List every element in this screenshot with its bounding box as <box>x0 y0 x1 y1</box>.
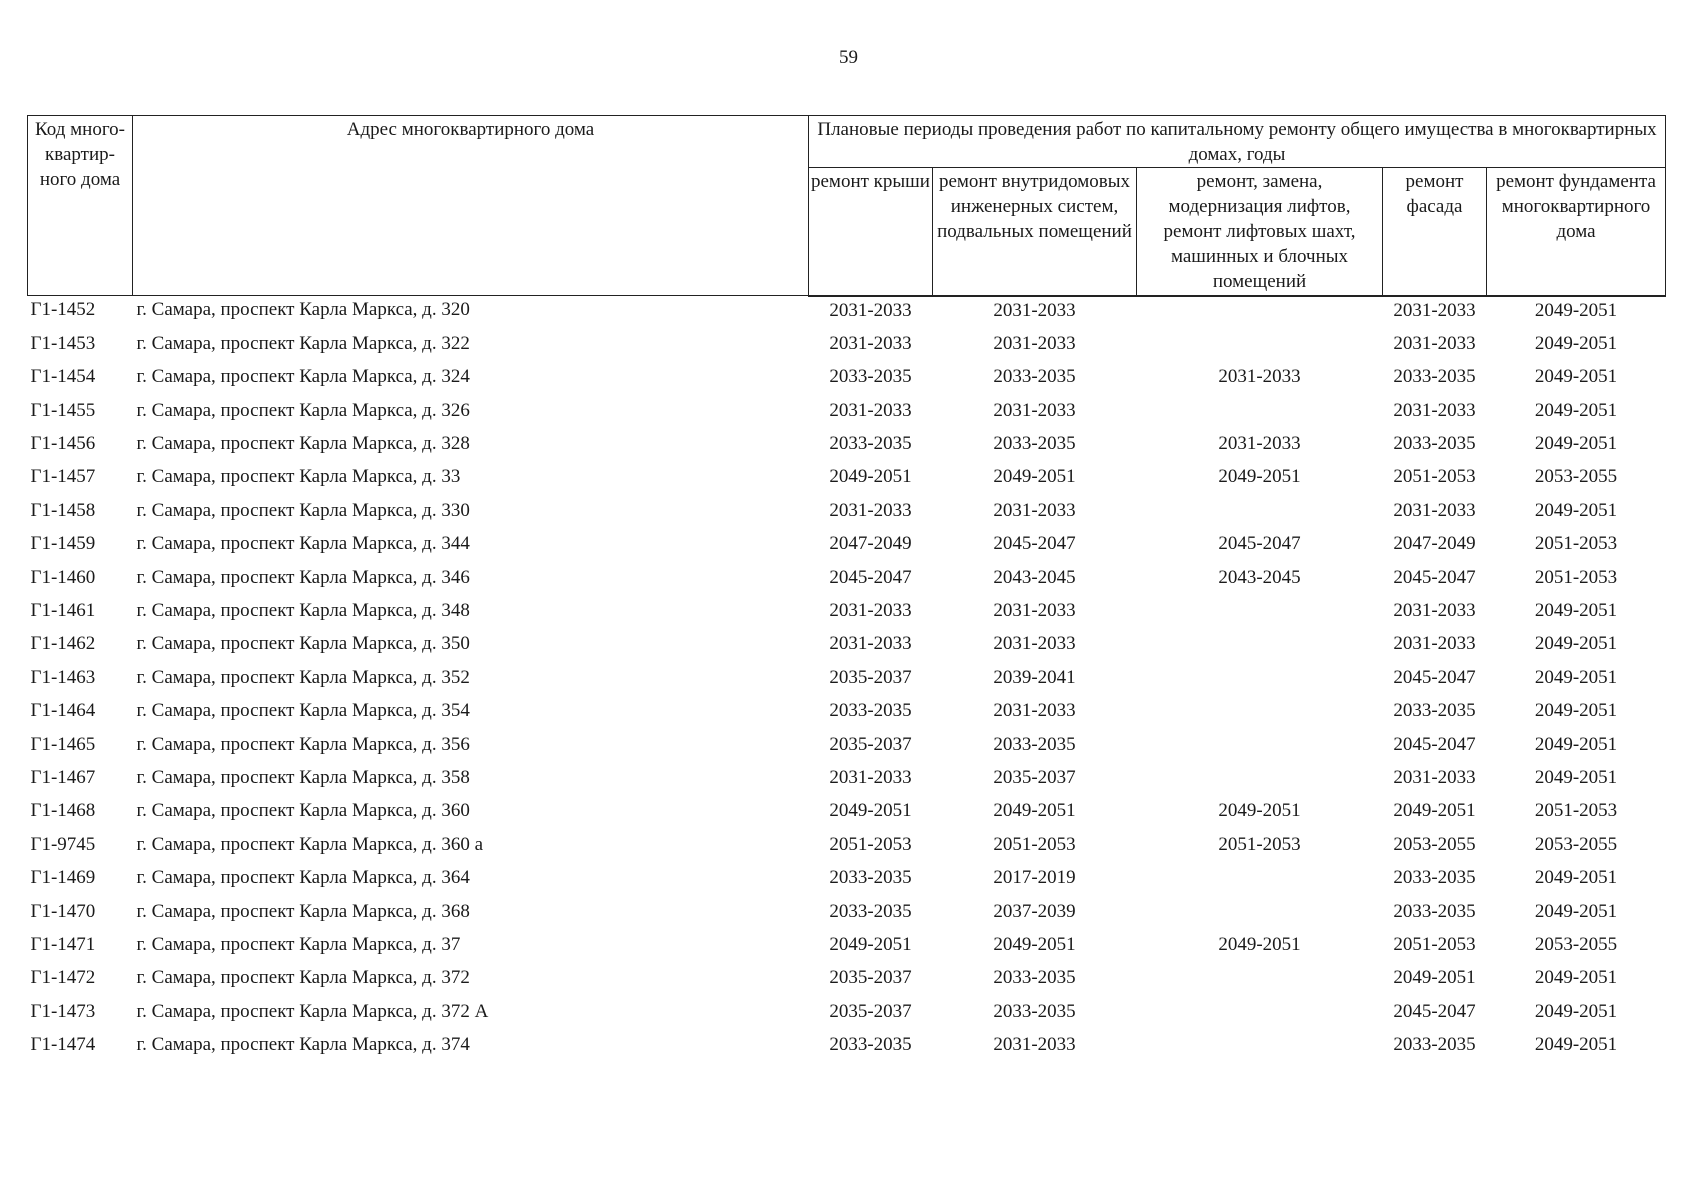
cell-address: г. Самара, проспект Карла Маркса, д. 374 <box>136 1034 470 1056</box>
cell-engineering: 2033-2035 <box>993 733 1076 755</box>
cell-roof: 2033-2035 <box>829 900 912 922</box>
cell-address: г. Самара, проспект Карла Маркса, д. 33 <box>136 466 461 488</box>
cell-address: г. Самара, проспект Карла Маркса, д. 372 <box>136 967 470 989</box>
cell-facade: 2031-2033 <box>1393 633 1476 655</box>
cell-code: Г1-1470 <box>30 900 96 922</box>
cell-engineering: 2039-2041 <box>993 666 1076 688</box>
cell-lifts <box>1137 296 1383 331</box>
cell-roof: 2049-2051 <box>829 800 912 822</box>
cell-facade: 2033-2035 <box>1393 867 1476 889</box>
cell-foundation: 2049-2051 <box>1534 666 1618 688</box>
cell-lifts: 2049-2051 <box>1218 800 1301 822</box>
cell-roof: 2051-2053 <box>829 833 912 855</box>
cell-foundation: 2049-2051 <box>1534 332 1618 354</box>
cell-roof: 2035-2037 <box>829 1000 912 1022</box>
table-row <box>28 832 1666 865</box>
cell-engineering: 2031-2033 <box>993 1034 1076 1056</box>
cell-facade: 2051-2053 <box>1393 466 1476 488</box>
table-row <box>28 765 1666 798</box>
cell-code: Г1-1460 <box>30 566 96 588</box>
cell-lifts <box>1137 631 1383 664</box>
table-row <box>28 531 1666 564</box>
cell-facade: 2033-2035 <box>1393 1034 1476 1056</box>
cell-facade: 2045-2047 <box>1393 1000 1476 1022</box>
cell-foundation: 2049-2051 <box>1534 399 1618 421</box>
cell-facade: 2031-2033 <box>1393 499 1476 521</box>
cell-code: Г1-1468 <box>30 800 96 822</box>
cell-foundation: 2049-2051 <box>1534 1034 1618 1056</box>
cell-address: г. Самара, проспект Карла Маркса, д. 350 <box>136 633 470 655</box>
cell-lifts: 2045-2047 <box>1218 533 1301 555</box>
cell-foundation: 2049-2051 <box>1534 600 1618 622</box>
cell-code: Г1-1452 <box>30 299 96 320</box>
cell-facade: 2031-2033 <box>1393 399 1476 421</box>
cell-roof: 2033-2035 <box>829 366 912 388</box>
header-roof: ремонт крыши <box>809 168 933 296</box>
cell-facade: 2045-2047 <box>1393 666 1476 688</box>
cell-roof: 2031-2033 <box>829 600 912 622</box>
cell-foundation: 2049-2051 <box>1534 766 1618 788</box>
cell-code: Г1-1462 <box>30 633 96 655</box>
cell-code: Г1-9745 <box>30 833 96 855</box>
table-row <box>28 965 1666 998</box>
cell-address: г. Самара, проспект Карла Маркса, д. 324 <box>136 366 470 388</box>
cell-engineering: 2031-2033 <box>993 600 1076 622</box>
cell-address: г. Самара, проспект Карла Маркса, д. 368 <box>136 900 470 922</box>
cell-roof: 2031-2033 <box>829 499 912 521</box>
table-row <box>28 732 1666 765</box>
cell-foundation: 2051-2053 <box>1534 566 1618 588</box>
cell-code: Г1-1457 <box>30 466 96 488</box>
cell-engineering: 2049-2051 <box>993 800 1076 822</box>
cell-lifts <box>1137 865 1383 898</box>
cell-engineering: 2033-2035 <box>993 967 1076 989</box>
table-row <box>28 999 1666 1032</box>
cell-roof: 2033-2035 <box>829 433 912 455</box>
table-row <box>28 665 1666 698</box>
table-row <box>28 631 1666 664</box>
cell-code: Г1-1454 <box>30 366 96 388</box>
cell-lifts <box>1137 665 1383 698</box>
table-header <box>28 116 1666 296</box>
cell-code: Г1-1463 <box>30 666 96 688</box>
table-body <box>28 296 1666 1066</box>
cell-facade: 2049-2051 <box>1393 800 1476 822</box>
cell-engineering: 2035-2037 <box>993 766 1076 788</box>
table-row <box>28 798 1666 831</box>
cell-lifts <box>1137 1032 1383 1065</box>
table-row <box>28 899 1666 932</box>
cell-code: Г1-1458 <box>30 499 96 521</box>
cell-address: г. Самара, проспект Карла Маркса, д. 322 <box>136 332 470 354</box>
table-row <box>28 865 1666 898</box>
cell-engineering: 2031-2033 <box>993 700 1076 722</box>
cell-roof: 2033-2035 <box>829 867 912 889</box>
table-row <box>28 565 1666 598</box>
cell-foundation: 2049-2051 <box>1534 733 1618 755</box>
cell-address: г. Самара, проспект Карла Маркса, д. 360 а <box>136 833 484 855</box>
cell-lifts <box>1137 331 1383 364</box>
cell-code: Г1-1469 <box>30 867 96 889</box>
cell-foundation: 2051-2053 <box>1534 800 1618 822</box>
cell-lifts <box>1137 698 1383 731</box>
header-periods-group: Плановые периоды проведения работ по капитальному ремонту общего имущества в многоквартирных домах, годы <box>809 116 1666 168</box>
cell-address: г. Самара, проспект Карла Маркса, д. 354 <box>136 700 470 722</box>
cell-address: г. Самара, проспект Карла Маркса, д. 364 <box>136 867 470 889</box>
table-row <box>28 364 1666 397</box>
cell-roof: 2049-2051 <box>829 933 912 955</box>
header-foundation: ремонт фундамента многоквартирного дома <box>1487 168 1666 296</box>
page-number: 59 <box>839 47 858 68</box>
cell-roof: 2035-2037 <box>829 666 912 688</box>
cell-roof: 2031-2033 <box>829 299 912 321</box>
cell-roof: 2035-2037 <box>829 967 912 989</box>
cell-roof: 2035-2037 <box>829 733 912 755</box>
cell-address: г. Самара, проспект Карла Маркса, д. 346 <box>136 566 470 588</box>
cell-lifts <box>1137 765 1383 798</box>
cell-code: Г1-1473 <box>30 1000 96 1022</box>
cell-address: г. Самара, проспект Карла Маркса, д. 356 <box>136 733 470 755</box>
header-facade: ремонт фасада <box>1383 168 1487 296</box>
cell-address: г. Самара, проспект Карла Маркса, д. 326 <box>136 399 470 421</box>
cell-engineering: 2049-2051 <box>993 466 1076 488</box>
cell-engineering: 2049-2051 <box>993 933 1076 955</box>
header-lifts: ремонт, замена, модернизация лифтов, ремонт лифтовых шахт, машинных и блочных помещений <box>1137 168 1383 296</box>
cell-roof: 2031-2033 <box>829 399 912 421</box>
cell-address: г. Самара, проспект Карла Маркса, д. 348 <box>136 600 470 622</box>
cell-lifts: 2031-2033 <box>1218 366 1301 388</box>
cell-facade: 2031-2033 <box>1393 299 1476 321</box>
cell-roof: 2031-2033 <box>829 633 912 655</box>
cell-address: г. Самара, проспект Карла Маркса, д. 344 <box>136 533 470 555</box>
cell-foundation: 2049-2051 <box>1534 366 1618 388</box>
cell-code: Г1-1453 <box>30 332 96 354</box>
cell-foundation: 2051-2053 <box>1534 533 1618 555</box>
cell-code: Г1-1467 <box>30 766 96 788</box>
cell-address: г. Самара, проспект Карла Маркса, д. 358 <box>136 766 470 788</box>
cell-lifts <box>1137 899 1383 932</box>
cell-engineering: 2033-2035 <box>993 366 1076 388</box>
cell-engineering: 2031-2033 <box>993 633 1076 655</box>
cell-facade: 2033-2035 <box>1393 900 1476 922</box>
cell-address: г. Самара, проспект Карла Маркса, д. 37 <box>136 933 461 955</box>
cell-foundation: 2049-2051 <box>1534 700 1618 722</box>
cell-engineering: 2031-2033 <box>993 332 1076 354</box>
cell-roof: 2033-2035 <box>829 1034 912 1056</box>
cell-facade: 2033-2035 <box>1393 700 1476 722</box>
cell-foundation: 2049-2051 <box>1534 433 1618 455</box>
cell-lifts <box>1137 965 1383 998</box>
cell-code: Г1-1459 <box>30 533 96 555</box>
cell-code: Г1-1474 <box>30 1034 96 1056</box>
cell-engineering: 2031-2033 <box>993 399 1076 421</box>
cell-address: г. Самара, проспект Карла Маркса, д. 328 <box>136 433 470 455</box>
cell-foundation: 2053-2055 <box>1534 933 1618 955</box>
table-row <box>28 932 1666 965</box>
cell-code: Г1-1471 <box>30 933 96 955</box>
cell-lifts: 2051-2053 <box>1218 833 1301 855</box>
cell-foundation: 2053-2055 <box>1534 466 1618 488</box>
cell-engineering: 2033-2035 <box>993 433 1076 455</box>
cell-lifts <box>1137 398 1383 431</box>
header-engineering: ремонт внутридомовых инженерных систем, подвальных помещений <box>933 168 1137 296</box>
cell-address: г. Самара, проспект Карла Маркса, д. 360 <box>136 800 470 822</box>
table-row <box>28 698 1666 731</box>
cell-engineering: 2033-2035 <box>993 1000 1076 1022</box>
table-row <box>28 598 1666 631</box>
table-row <box>28 296 1666 331</box>
cell-address: г. Самара, проспект Карла Маркса, д. 330 <box>136 499 470 521</box>
cell-lifts <box>1137 498 1383 531</box>
table-row <box>28 498 1666 531</box>
cell-code: Г1-1455 <box>30 399 96 421</box>
table-row <box>28 464 1666 497</box>
cell-facade: 2045-2047 <box>1393 566 1476 588</box>
cell-foundation: 2049-2051 <box>1534 1000 1618 1022</box>
cell-engineering: 2031-2033 <box>993 499 1076 521</box>
cell-engineering: 2031-2033 <box>993 299 1076 321</box>
cell-facade: 2049-2051 <box>1393 967 1476 989</box>
cell-address: г. Самара, проспект Карла Маркса, д. 320 <box>136 299 470 320</box>
cell-engineering: 2037-2039 <box>993 900 1076 922</box>
cell-facade: 2053-2055 <box>1393 833 1476 855</box>
cell-roof: 2049-2051 <box>829 466 912 488</box>
table-row <box>28 331 1666 364</box>
cell-code: Г1-1456 <box>30 433 96 455</box>
cell-address: г. Самара, проспект Карла Маркса, д. 352 <box>136 666 470 688</box>
cell-foundation: 2049-2051 <box>1534 867 1618 889</box>
header-code: Код много-квартир-ного дома <box>28 116 133 296</box>
cell-facade: 2051-2053 <box>1393 933 1476 955</box>
cell-address: г. Самара, проспект Карла Маркса, д. 372 А <box>136 1000 489 1022</box>
cell-roof: 2033-2035 <box>829 700 912 722</box>
cell-facade: 2047-2049 <box>1393 533 1476 555</box>
cell-foundation: 2049-2051 <box>1534 299 1618 321</box>
cell-facade: 2045-2047 <box>1393 733 1476 755</box>
cell-facade: 2033-2035 <box>1393 366 1476 388</box>
cell-lifts: 2031-2033 <box>1218 433 1301 455</box>
table-row <box>28 398 1666 431</box>
cell-roof: 2045-2047 <box>829 566 912 588</box>
cell-engineering: 2017-2019 <box>993 867 1076 889</box>
cell-foundation: 2049-2051 <box>1534 633 1618 655</box>
cell-code: Г1-1461 <box>30 600 96 622</box>
cell-roof: 2047-2049 <box>829 533 912 555</box>
cell-lifts <box>1137 732 1383 765</box>
cell-engineering: 2045-2047 <box>993 533 1076 555</box>
cell-facade: 2031-2033 <box>1393 600 1476 622</box>
cell-lifts <box>1137 999 1383 1032</box>
cell-code: Г1-1464 <box>30 700 96 722</box>
cell-facade: 2033-2035 <box>1393 433 1476 455</box>
cell-roof: 2031-2033 <box>829 766 912 788</box>
cell-facade: 2031-2033 <box>1393 332 1476 354</box>
cell-facade: 2031-2033 <box>1393 766 1476 788</box>
cell-engineering: 2043-2045 <box>993 566 1076 588</box>
cell-engineering: 2051-2053 <box>993 833 1076 855</box>
cell-lifts: 2049-2051 <box>1218 466 1301 488</box>
cell-lifts: 2043-2045 <box>1218 566 1301 588</box>
table-row <box>28 1032 1666 1065</box>
table-row <box>28 431 1666 464</box>
cell-lifts <box>1137 598 1383 631</box>
cell-foundation: 2053-2055 <box>1534 833 1618 855</box>
cell-roof: 2031-2033 <box>829 332 912 354</box>
cell-foundation: 2049-2051 <box>1534 900 1618 922</box>
capital-repair-plan-table <box>27 115 1666 1065</box>
cell-foundation: 2049-2051 <box>1534 967 1618 989</box>
header-address: Адрес многоквартирного дома <box>133 116 809 296</box>
cell-lifts: 2049-2051 <box>1218 933 1301 955</box>
cell-code: Г1-1472 <box>30 967 96 989</box>
cell-foundation: 2049-2051 <box>1534 499 1618 521</box>
cell-code: Г1-1465 <box>30 733 96 755</box>
